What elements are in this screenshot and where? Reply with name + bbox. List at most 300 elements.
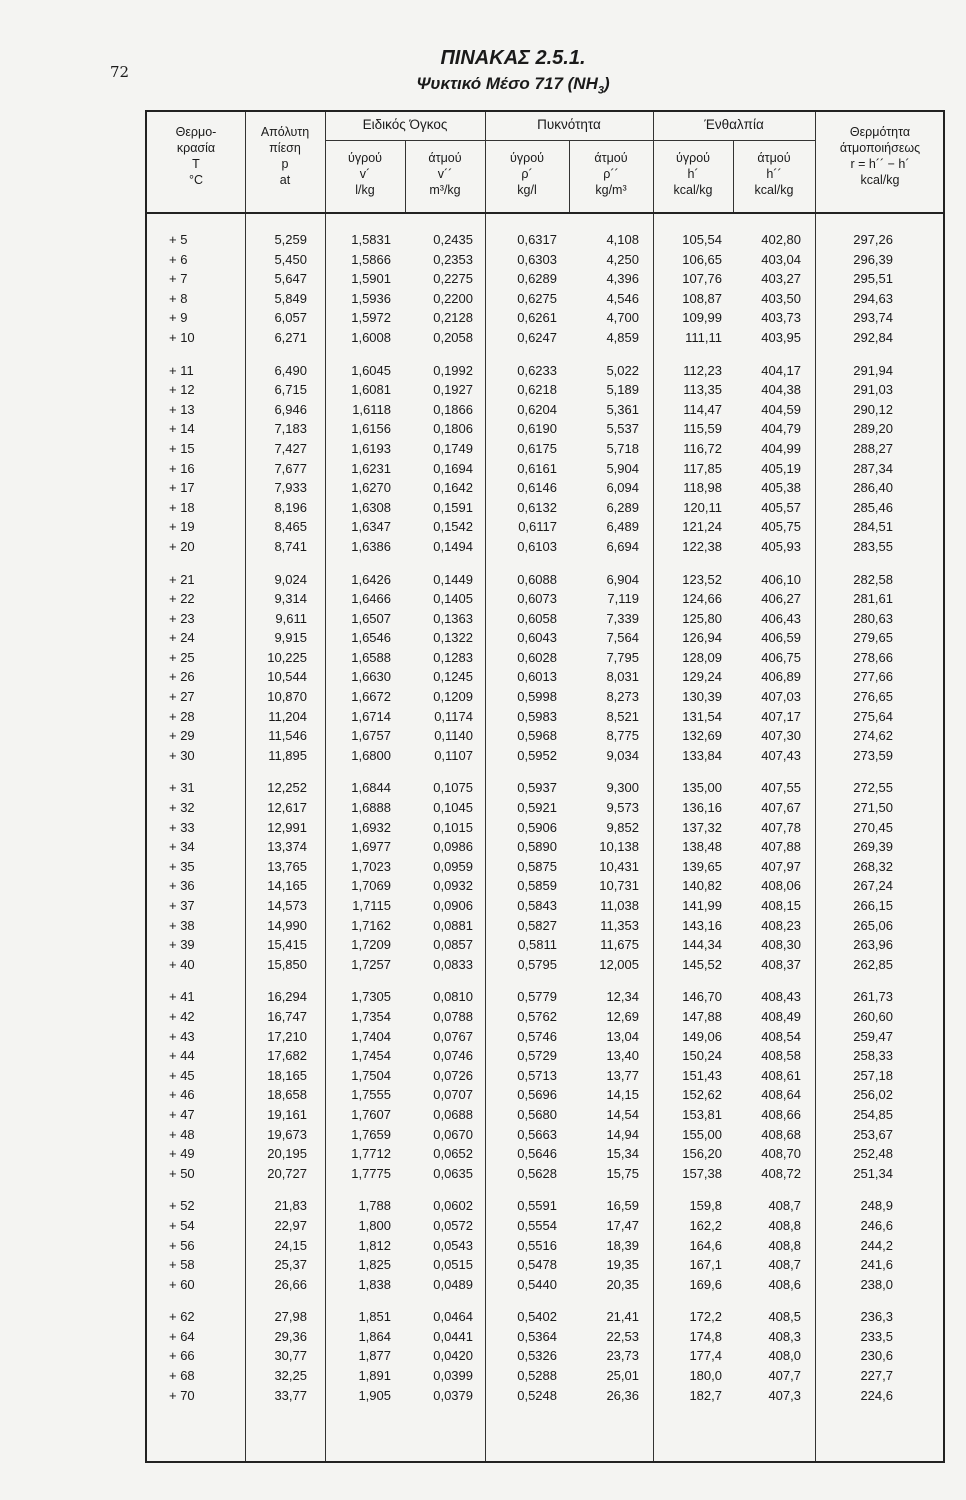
table-cell: 1,6270	[351, 480, 391, 496]
table-cell: 0,5478	[517, 1257, 557, 1273]
table-cell: 12,69	[606, 1008, 639, 1024]
table-cell: 106,65	[682, 251, 722, 267]
header-line: r = h´´ − h´	[850, 157, 910, 171]
table-cell: 0,0767	[433, 1028, 473, 1044]
table-cell: 405,93	[761, 538, 801, 554]
table-cell: 1,7023	[351, 858, 391, 874]
table-cell: 157,38	[682, 1165, 722, 1181]
table-cell: 407,03	[761, 689, 801, 705]
table-cell: + 6	[169, 251, 188, 267]
table-cell: 407,97	[761, 858, 801, 874]
table-cell: + 13	[169, 401, 195, 417]
table-cell: 273,59	[853, 747, 893, 763]
table-cell: 19,161	[267, 1106, 307, 1122]
table-cell: 143,16	[682, 917, 722, 933]
table-row	[147, 1236, 947, 1256]
table-cell: 12,34	[606, 989, 639, 1005]
table-cell: + 25	[169, 649, 195, 665]
table-cell: 408,23	[761, 917, 801, 933]
table-cell: 6,271	[274, 329, 307, 345]
table-cell: 172,2	[689, 1309, 722, 1325]
header-line: άτμού	[594, 151, 628, 165]
table-cell: + 14	[169, 421, 195, 437]
table-cell: 140,82	[682, 878, 722, 894]
header-line: kg/l	[517, 183, 537, 197]
table-cell: 0,1363	[433, 610, 473, 626]
table-cell: 404,79	[761, 421, 801, 437]
table-cell: 124,66	[682, 591, 722, 607]
table-cell: 18,658	[267, 1087, 307, 1103]
table-cell: 0,5680	[517, 1106, 557, 1122]
table-cell: 403,73	[761, 310, 801, 326]
table-cell: 408,68	[761, 1126, 801, 1142]
table-cell: 0,6161	[517, 460, 557, 476]
table-row	[147, 459, 947, 479]
table-cell: 1,6426	[351, 571, 391, 587]
table-cell: 408,30	[761, 937, 801, 953]
table-cell: + 37	[169, 898, 195, 913]
table-cell: + 44	[169, 1048, 195, 1064]
table-cell: 4,546	[606, 290, 639, 306]
table-cell: 0,5646	[517, 1146, 557, 1162]
header-line: l/kg	[355, 183, 375, 197]
table-cell: 407,88	[761, 839, 801, 855]
table-row	[147, 419, 947, 439]
table-cell: 244,2	[860, 1237, 893, 1253]
table-row	[147, 289, 947, 309]
table-cell: 291,03	[853, 382, 893, 398]
table-cell: 280,63	[853, 610, 893, 626]
header-line: ρ´	[521, 167, 533, 181]
table-cell: 407,30	[761, 728, 801, 744]
table-cell: 12,005	[599, 956, 639, 972]
table-cell: 15,75	[606, 1165, 639, 1181]
table-cell: 407,17	[761, 708, 801, 724]
header-line: ύγρού	[348, 151, 382, 165]
table-cell: 105,54	[682, 232, 722, 247]
table-cell: 0,5968	[517, 728, 557, 744]
table-cell: 1,7607	[351, 1106, 391, 1122]
table-cell: 0,5937	[517, 780, 557, 796]
table-row	[147, 987, 947, 1007]
table-cell: 1,6308	[351, 499, 391, 515]
table-cell: 408,54	[761, 1028, 801, 1044]
table-cell: 129,24	[682, 669, 722, 685]
table-cell: 0,6103	[517, 538, 557, 554]
table-cell: + 7	[169, 271, 188, 287]
table-cell: 408,61	[761, 1067, 801, 1083]
table-cell: 9,300	[606, 780, 639, 796]
table-row	[147, 308, 947, 328]
table-cell: 1,6714	[351, 708, 391, 724]
table-cell: 6,489	[606, 519, 639, 535]
table-cell: 293,74	[853, 310, 893, 326]
table-row	[147, 837, 947, 857]
table-cell: 0,1107	[434, 747, 473, 763]
table-cell: 258,33	[853, 1048, 893, 1064]
table-cell: 0,6117	[518, 519, 557, 535]
table-cell: 260,60	[853, 1008, 893, 1024]
table-cell: + 20	[169, 538, 195, 554]
table-cell: 0,2353	[433, 251, 473, 267]
header-line: kcal/kg	[754, 183, 794, 197]
table-cell: 275,64	[853, 708, 893, 724]
table-cell: 0,5952	[517, 747, 557, 763]
table-cell: 0,5890	[517, 839, 557, 855]
table-cell: 10,731	[599, 878, 639, 894]
table-cell: + 40	[169, 956, 195, 972]
table-cell: 0,6317	[517, 232, 557, 247]
table-cell: 13,40	[606, 1048, 639, 1064]
table-cell: 4,108	[606, 232, 639, 247]
table-cell: 259,47	[853, 1028, 893, 1044]
header-enth-vapor	[733, 150, 815, 198]
table-cell: 0,0810	[433, 989, 473, 1005]
table-cell: 22,53	[606, 1328, 639, 1344]
row-group	[147, 570, 947, 766]
table-cell: 406,10	[761, 571, 801, 587]
header-line: h´´	[766, 167, 782, 181]
table-cell: 0,2200	[433, 290, 473, 306]
table-cell: 0,1449	[433, 571, 473, 587]
table-cell: 1,6800	[351, 747, 391, 763]
table-row	[147, 916, 947, 936]
table-cell: 1,6118	[352, 401, 391, 417]
table-cell: 174,8	[689, 1328, 722, 1344]
table-cell: 10,870	[267, 689, 307, 705]
data-table	[145, 110, 945, 1463]
row-group	[147, 778, 947, 974]
table-cell: 159,8	[689, 1198, 722, 1214]
table-cell: 1,7305	[351, 989, 391, 1005]
table-cell: 5,450	[274, 251, 307, 267]
header-line: ύγρού	[676, 151, 710, 165]
table-cell: 408,43	[761, 989, 801, 1005]
table-cell: 0,6204	[517, 401, 557, 417]
table-cell: 151,43	[682, 1067, 722, 1083]
table-cell: 0,5875	[517, 858, 557, 874]
table-cell: + 49	[169, 1146, 195, 1162]
header-line: ύγρού	[510, 151, 544, 165]
table-cell: 405,38	[761, 480, 801, 496]
table-cell: 109,99	[682, 310, 722, 326]
table-cell: 227,7	[860, 1368, 893, 1384]
table-row	[147, 589, 947, 609]
table-cell: 141,99	[682, 898, 722, 913]
table-cell: 248,9	[860, 1198, 893, 1214]
table-cell: 407,7	[768, 1368, 801, 1384]
table-cell: + 15	[169, 440, 195, 456]
table-cell: 0,5696	[517, 1087, 557, 1103]
table-cell: 1,7775	[351, 1165, 391, 1181]
table-cell: 120,11	[683, 499, 722, 515]
table-cell: 22,97	[274, 1217, 307, 1233]
table-row	[147, 1366, 947, 1386]
table-cell: 0,5762	[517, 1008, 557, 1024]
table-cell: 1,7069	[351, 878, 391, 894]
table-row	[147, 1346, 947, 1366]
table-cell: 0,5440	[517, 1276, 557, 1292]
table-cell: + 38	[169, 917, 195, 933]
table-cell: + 9	[169, 310, 188, 326]
table-cell: 1,800	[358, 1217, 391, 1233]
table-cell: + 21	[169, 571, 195, 587]
table-cell: 0,0857	[433, 937, 473, 953]
table-cell: 18,165	[267, 1067, 307, 1083]
table-cell: 0,1405	[433, 591, 473, 607]
table-cell: + 43	[169, 1028, 195, 1044]
table-cell: 1,6588	[351, 649, 391, 665]
table-cell: 20,195	[267, 1146, 307, 1162]
table-cell: 1,6932	[351, 819, 391, 835]
header-line: άτμού	[428, 151, 462, 165]
table-cell: + 31	[169, 780, 195, 796]
table-cell: 7,564	[606, 630, 639, 646]
table-cell: 279,65	[853, 630, 893, 646]
table-cell: 246,6	[860, 1217, 893, 1233]
header-vol-vapor	[405, 150, 485, 198]
table-cell: 121,24	[682, 519, 722, 535]
header-line: kcal/kg	[673, 183, 713, 197]
table-cell: 9,611	[275, 610, 307, 626]
table-cell: 1,7115	[352, 898, 391, 913]
table-cell: 0,6073	[517, 591, 557, 607]
table-cell: 14,94	[606, 1126, 639, 1142]
table-cell: 0,0515	[433, 1257, 473, 1273]
table-row	[147, 876, 947, 896]
table-cell: 14,573	[267, 898, 307, 913]
table-cell: 169,6	[689, 1276, 722, 1292]
table-cell: + 68	[169, 1368, 195, 1384]
table-cell: 0,2058	[433, 329, 473, 345]
header-line: v´´	[437, 167, 453, 181]
table-cell: 8,031	[606, 669, 639, 685]
table-cell: 7,183	[274, 421, 307, 437]
table-cell: 0,0635	[433, 1165, 473, 1181]
header-den-vapor	[569, 150, 653, 198]
table-cell: 274,62	[853, 728, 893, 744]
table-cell: + 60	[169, 1276, 195, 1292]
table-row	[147, 400, 947, 420]
table-cell: 286,40	[853, 480, 893, 496]
table-cell: 4,250	[606, 251, 639, 267]
table-cell: 9,314	[274, 591, 307, 607]
table-cell: 1,5972	[351, 310, 391, 326]
table-cell: 11,895	[268, 747, 307, 763]
table-cell: 107,76	[682, 271, 722, 287]
header-volume-group: Ειδικός Όγκος	[362, 117, 448, 132]
table-row	[147, 1386, 947, 1406]
table-cell: 0,5811	[518, 937, 557, 953]
table-cell: 0,0399	[433, 1368, 473, 1384]
table-cell: 0,2275	[433, 271, 473, 287]
table-cell: 0,1591	[433, 499, 473, 515]
table-cell: 407,43	[761, 747, 801, 763]
table-cell: 126,94	[682, 630, 722, 646]
table-cell: 1,838	[358, 1276, 391, 1292]
table-cell: 1,7454	[351, 1048, 391, 1064]
table-cell: 269,39	[853, 839, 893, 855]
table-cell: 291,94	[853, 362, 893, 378]
table-cell: 1,788	[358, 1198, 391, 1214]
table-cell: 408,15	[761, 898, 801, 913]
table-cell: 149,06	[682, 1028, 722, 1044]
table-cell: 0,6218	[517, 382, 557, 398]
header-line: kcal/kg	[860, 173, 900, 187]
table-cell: 0,1322	[433, 630, 473, 646]
table-cell: + 8	[169, 290, 188, 306]
table-cell: 0,2128	[433, 310, 473, 326]
table-cell: 15,850	[267, 956, 307, 972]
table-cell: 5,361	[606, 401, 639, 417]
table-cell: 8,465	[274, 519, 307, 535]
table-cell: 405,57	[761, 499, 801, 515]
table-cell: 0,5364	[517, 1328, 557, 1344]
table-cell: 0,6233	[517, 362, 557, 378]
table-cell: 0,1542	[433, 519, 473, 535]
table-cell: 5,647	[274, 271, 307, 287]
table-cell: 7,119	[607, 591, 639, 607]
table-cell: + 17	[169, 480, 195, 496]
table-cell: 137,32	[682, 819, 722, 835]
table-cell: 403,95	[761, 329, 801, 345]
table-cell: 14,54	[606, 1106, 639, 1122]
table-cell: 0,1174	[434, 708, 473, 724]
table-cell: 1,6231	[351, 460, 391, 476]
table-cell: 14,990	[267, 917, 307, 933]
table-cell: 272,55	[853, 780, 893, 796]
table-cell: + 46	[169, 1087, 195, 1103]
table-cell: 283,55	[853, 538, 893, 554]
table-cell: + 33	[169, 819, 195, 835]
table-cell: 5,259	[274, 232, 307, 247]
table-cell: 0,6289	[517, 271, 557, 287]
table-cell: 1,6507	[351, 610, 391, 626]
table-cell: 21,83	[274, 1198, 307, 1214]
table-cell: + 16	[169, 460, 195, 476]
table-cell: 116,72	[683, 440, 722, 456]
table-cell: 1,7162	[351, 917, 391, 933]
table-cell: 0,1992	[433, 362, 473, 378]
table-row	[147, 380, 947, 400]
table-cell: 407,67	[761, 800, 801, 816]
table-cell: 15,34	[606, 1146, 639, 1162]
table-cell: 254,85	[853, 1106, 893, 1122]
table-cell: + 36	[169, 878, 195, 894]
table-cell: 289,20	[853, 421, 893, 437]
table-cell: 1,7712	[351, 1146, 391, 1162]
header-pressure	[245, 124, 325, 188]
table-cell: + 39	[169, 937, 195, 953]
table-cell: 13,374	[267, 839, 307, 855]
table-cell: 20,727	[267, 1165, 307, 1181]
table-row	[147, 1275, 947, 1295]
table-cell: 0,5554	[517, 1217, 557, 1233]
table-row	[147, 517, 947, 537]
table-row	[147, 857, 947, 877]
table-cell: 132,69	[682, 728, 722, 744]
table-cell: + 56	[169, 1237, 195, 1253]
table-cell: 0,5288	[517, 1368, 557, 1384]
table-cell: 408,49	[761, 1008, 801, 1024]
table-cell: 162,2	[689, 1217, 722, 1233]
header-line: v´	[359, 167, 371, 181]
table-row	[147, 707, 947, 727]
table-cell: 270,45	[853, 819, 893, 835]
table-cell: + 45	[169, 1067, 195, 1083]
table-cell: + 24	[169, 630, 195, 646]
table-cell: 0,2435	[433, 232, 473, 247]
table-cell: 0,0688	[433, 1106, 473, 1122]
header-temperature-line: T	[192, 157, 200, 171]
table-cell: 21,41	[606, 1309, 639, 1325]
table-cell: + 64	[169, 1328, 195, 1344]
table-cell: 0,1927	[433, 382, 473, 398]
table-cell: 0,1209	[433, 689, 473, 705]
table-row	[147, 818, 947, 838]
table-cell: 1,6386	[351, 538, 391, 554]
table-cell: 0,5248	[517, 1387, 557, 1403]
table-cell: 282,58	[853, 571, 893, 587]
table-row	[147, 1307, 947, 1327]
table-cell: 10,431	[599, 858, 639, 874]
table-cell: 27,98	[274, 1309, 307, 1325]
header-enthalpy-group: Ένθαλπία	[704, 117, 764, 132]
table-cell: 0,6261	[517, 310, 557, 326]
table-cell: 118,98	[683, 480, 722, 496]
table-cell: 407,78	[761, 819, 801, 835]
table-row	[147, 269, 947, 289]
table-cell: 0,6088	[517, 571, 557, 587]
table-cell: 0,5921	[517, 800, 557, 816]
table-cell: 7,677	[274, 460, 307, 476]
table-cell: 11,353	[600, 917, 639, 933]
table-cell: 0,5713	[517, 1067, 557, 1083]
table-row	[147, 1007, 947, 1027]
table-cell: 115,59	[683, 421, 722, 437]
table-cell: + 62	[169, 1309, 195, 1325]
table-cell: 144,34	[682, 937, 722, 953]
table-cell: 277,66	[853, 669, 893, 685]
table-cell: 11,675	[600, 937, 639, 953]
row-group	[147, 1196, 947, 1294]
table-cell: 236,3	[860, 1309, 893, 1325]
subtitle-text: Ψυκτικό Μέσο 717 (NH	[416, 74, 598, 93]
table-cell: 404,38	[761, 382, 801, 398]
table-row	[147, 726, 947, 746]
table-cell: 408,64	[761, 1087, 801, 1103]
table-cell: 133,84	[682, 747, 722, 763]
table-cell: 408,70	[761, 1146, 801, 1162]
table-cell: 6,490	[274, 362, 307, 378]
table-cell: 0,6190	[517, 421, 557, 437]
table-cell: 408,66	[761, 1106, 801, 1122]
table-cell: 0,1245	[433, 669, 473, 685]
table-cell: + 10	[169, 329, 195, 345]
table-cell: 10,544	[267, 669, 307, 685]
table-cell: 1,5831	[351, 232, 391, 247]
table-cell: 152,62	[682, 1087, 722, 1103]
header-pressure-line: Απόλυτη	[260, 125, 310, 139]
table-cell: 29,36	[274, 1328, 307, 1344]
table-cell: 0,0420	[433, 1348, 473, 1364]
table-cell: 6,946	[274, 401, 307, 417]
table-cell: 0,5827	[517, 917, 557, 933]
table-cell: 408,8	[768, 1237, 801, 1253]
table-cell: 18,39	[606, 1237, 639, 1253]
table-cell: 404,59	[761, 401, 801, 417]
table-cell: 1,7659	[351, 1126, 391, 1142]
